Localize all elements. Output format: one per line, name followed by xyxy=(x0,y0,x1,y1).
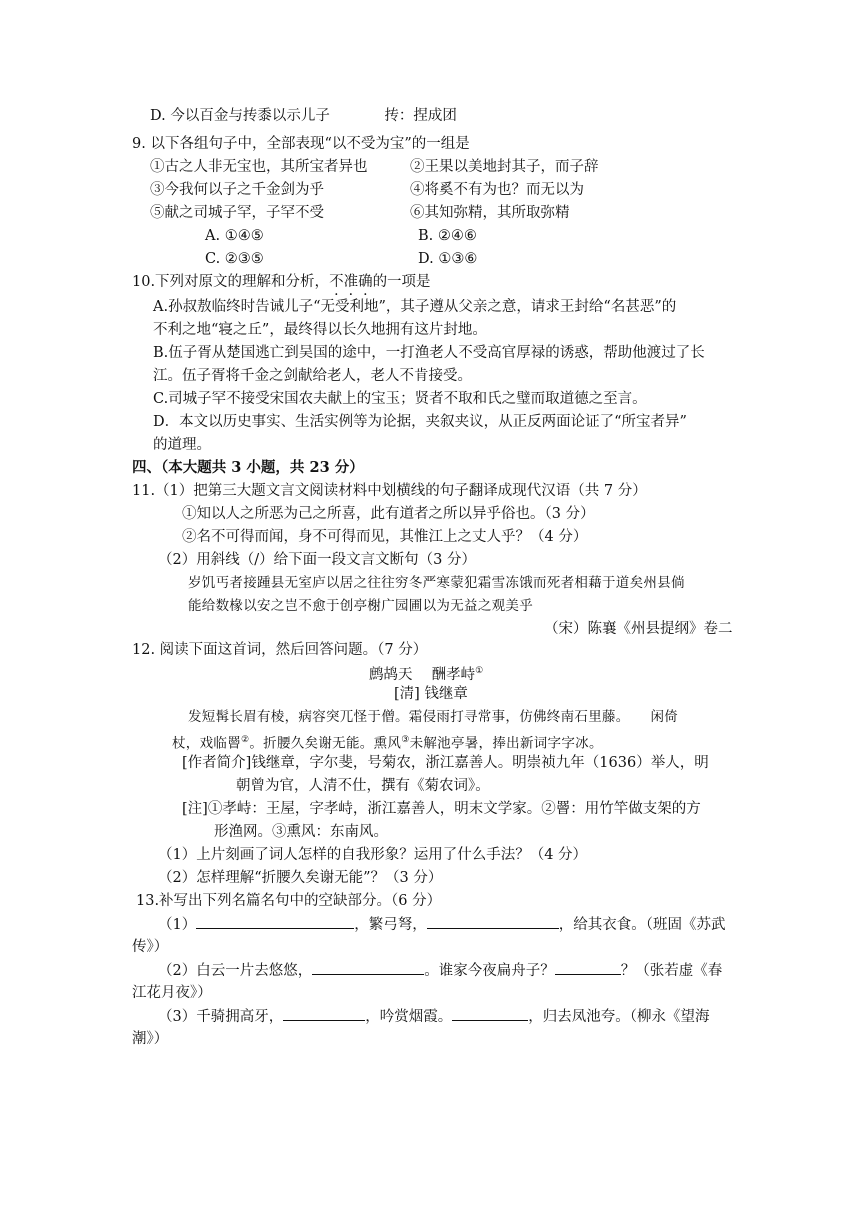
q13-item-3-pre: （3）千骑拥高牙， xyxy=(158,1009,284,1025)
poem-note-2: ② xyxy=(241,735,250,745)
poem-author: [清] 钱继章 xyxy=(394,686,468,702)
notes-line1: [注]①孝峙：王屋，字孝峙，浙江嘉善人，明末文学家。②罾：用竹竿做支架的方 xyxy=(182,801,701,817)
q10-option-c-line1: C.司城子罕不接受宋国农夫献上的宝玉；贤者不取和氏之璧而取道德之至言。 xyxy=(153,391,647,407)
q10-stem-emph-2: 准 xyxy=(343,274,359,290)
q10-option-b-line2: 江。伍子胥将千金之剑献给老人，老人不肯接受。 xyxy=(153,368,472,384)
q9-sentence-6: ⑥其知弥精，其所取弥精 xyxy=(410,205,570,221)
poem-line1: 发短髯长眉有棱，病容突兀怪于僧。霜侵雨打寻常事，仿佛终南石里藤。 闲倚 xyxy=(188,709,679,725)
q13-item-2-pre: （2）白云一片去悠悠， xyxy=(158,963,313,979)
poem-note-3: ③ xyxy=(401,735,410,745)
section-4-heading: 四、（本大题共 3 小题，共 23 分） xyxy=(132,459,364,476)
q13-item-2-mid: 。谁家今夜扁舟子？ xyxy=(424,963,555,979)
q8-option-d xyxy=(150,106,457,126)
q11-source: （宋）陈襄《州县提纲》卷二 xyxy=(544,621,733,637)
q11-item-2: ②名不可得而闻，身不可得而见，其惟江上之丈人乎？（4 分） xyxy=(182,529,588,545)
poem-title-text: 鹧鸪天 酬孝峙 xyxy=(369,666,476,683)
q10-option-b-line1: B.伍子胥从楚国逃亡到吴国的途中，一打渔老人不受高官厚禄的诱惑，帮助他渡过了长 xyxy=(153,345,705,361)
q13-item-1-pre: （1） xyxy=(158,917,197,933)
q13-item-1-end: 传》） xyxy=(132,939,169,955)
q9-option-a: A. ①④⑤ xyxy=(205,228,264,244)
q13-item-2-post: ？（张若虚《春 xyxy=(620,963,723,979)
q12-question-1: （1）上片刻画了词人怎样的自我形象？运用了什么手法？（4 分） xyxy=(158,847,588,863)
author-intro-line2: 朝曾为官，人清不仕，撰有《菊农词》。 xyxy=(236,778,490,794)
poem-line2-c: 未解池亭暑，捧出新词字字冰。 xyxy=(409,735,603,752)
q13-blank-6[interactable] xyxy=(452,1006,528,1021)
q12-stem: 12. 阅读下面这首词，然后回答问题。（7 分） xyxy=(132,642,428,658)
q10-stem-post: 的一项是 xyxy=(372,274,431,290)
q10-stem-pre: 10.下列对原文的理解和分析， xyxy=(132,274,330,290)
q13-item-3 xyxy=(158,1006,709,1027)
q11-item-1: ①知以人之所恶为己之所喜，此有道者之所以异乎俗也。（3 分） xyxy=(182,506,595,522)
q10-option-a-line2: 不利之地“寝之丘”，最终得以长久地拥有这片封地。 xyxy=(153,322,487,338)
q13-item-2 xyxy=(158,960,722,981)
q13-item-3-end: 潮》） xyxy=(132,1031,169,1047)
q10-stem-emph-1: 不 xyxy=(329,274,344,290)
q13-item-3-mid: ，吟赏烟霞。 xyxy=(365,1009,453,1025)
q10-stem-emph-3: 确 xyxy=(358,274,373,290)
poem-line2-a: 杖，戏临罾 xyxy=(172,735,241,752)
q13-item-1-mid: ，繁弓弩， xyxy=(354,917,427,933)
q13-item-1 xyxy=(158,914,725,935)
q10-stem xyxy=(132,272,431,292)
q9-option-d: D. ①③⑥ xyxy=(418,251,478,267)
q10-option-a-line1: A.孙叔敖临终时告诫儿子“无受利地”，其子遵从父亲之意，请求王封给“名甚恶”的 xyxy=(153,299,677,315)
q13-item-2-end: 江花月夜》） xyxy=(132,985,212,1001)
q13-blank-5[interactable] xyxy=(283,1006,365,1021)
q13-stem: 13.补写出下列名篇名句中的空缺部分。（6 分） xyxy=(136,893,442,909)
q9-option-c: C. ②③⑤ xyxy=(205,251,264,267)
q9-option-b: B. ②④⑥ xyxy=(418,228,477,244)
poem-title-note: ① xyxy=(475,666,484,676)
q13-item-3-post: ，归去凤池夸。（柳永《望海 xyxy=(528,1009,710,1025)
q9-sentence-4: ④将奚不有为也？而无以为 xyxy=(410,182,584,198)
q11-part1-stem: 11.（1）把第三大题文言文阅读材料中划横线的句子翻译成现代汉语（共 7 分） xyxy=(132,483,647,499)
q8-option-d-gloss: 抟：捏成团 xyxy=(384,108,457,124)
q13-blank-2[interactable] xyxy=(427,914,559,929)
q10-option-d-line2: 的道理。 xyxy=(153,437,211,453)
poem-line2-b: 。折腰久矣谢无能。熏风 xyxy=(249,735,402,752)
q11-part2-stem: （2）用斜线（/）给下面一段文言文断句（3 分） xyxy=(158,552,476,568)
poem-title xyxy=(369,661,483,685)
q13-blank-4[interactable] xyxy=(555,960,621,975)
q11-passage-line1: 岁饥丐者接踵县无室庐以居之往往穷冬严寒蒙犯霜雪冻饿而死者相藉于道矣州县倘 xyxy=(188,575,685,591)
q9-sentence-1: ①古之人非无宝也，其所宝者异也 xyxy=(150,159,368,175)
author-intro-line1: [作者简介]钱继章，字尔斐，号菊农，浙江嘉善人。明崇祯九年（1636）举人，明 xyxy=(182,755,709,771)
q13-blank-3[interactable] xyxy=(312,960,424,975)
q9-stem: 9. 以下各组句子中，全部表现“以不受为宝”的一组是 xyxy=(132,136,470,152)
q9-sentence-5: ⑤献之司城子罕，子罕不受 xyxy=(150,205,324,221)
q11-passage-line2: 能给数椽以安之岂不愈于创亭榭广园圃以为无益之观美乎 xyxy=(188,598,533,614)
q12-question-2: （2）怎样理解“折腰久矣谢无能”？（3 分） xyxy=(158,870,443,886)
notes-line2: 形渔网。③熏风：东南风。 xyxy=(214,824,388,840)
q9-sentence-2: ②王果以美地封其子，而子辞 xyxy=(410,159,599,175)
poem-line2 xyxy=(172,730,603,754)
q8-option-d-text: D. 今以百金与抟黍以示儿子 xyxy=(150,108,330,124)
q10-option-d-line1: D．本文以历史事实、生活实例等为论据，夹叙夹议，从正反两面论证了“所宝者异” xyxy=(153,414,687,430)
q9-sentence-3: ③今我何以子之千金剑为乎 xyxy=(150,182,324,198)
q13-item-1-post: ，给其衣食。（班固《苏武 xyxy=(558,917,726,933)
q13-blank-1[interactable] xyxy=(196,914,354,929)
